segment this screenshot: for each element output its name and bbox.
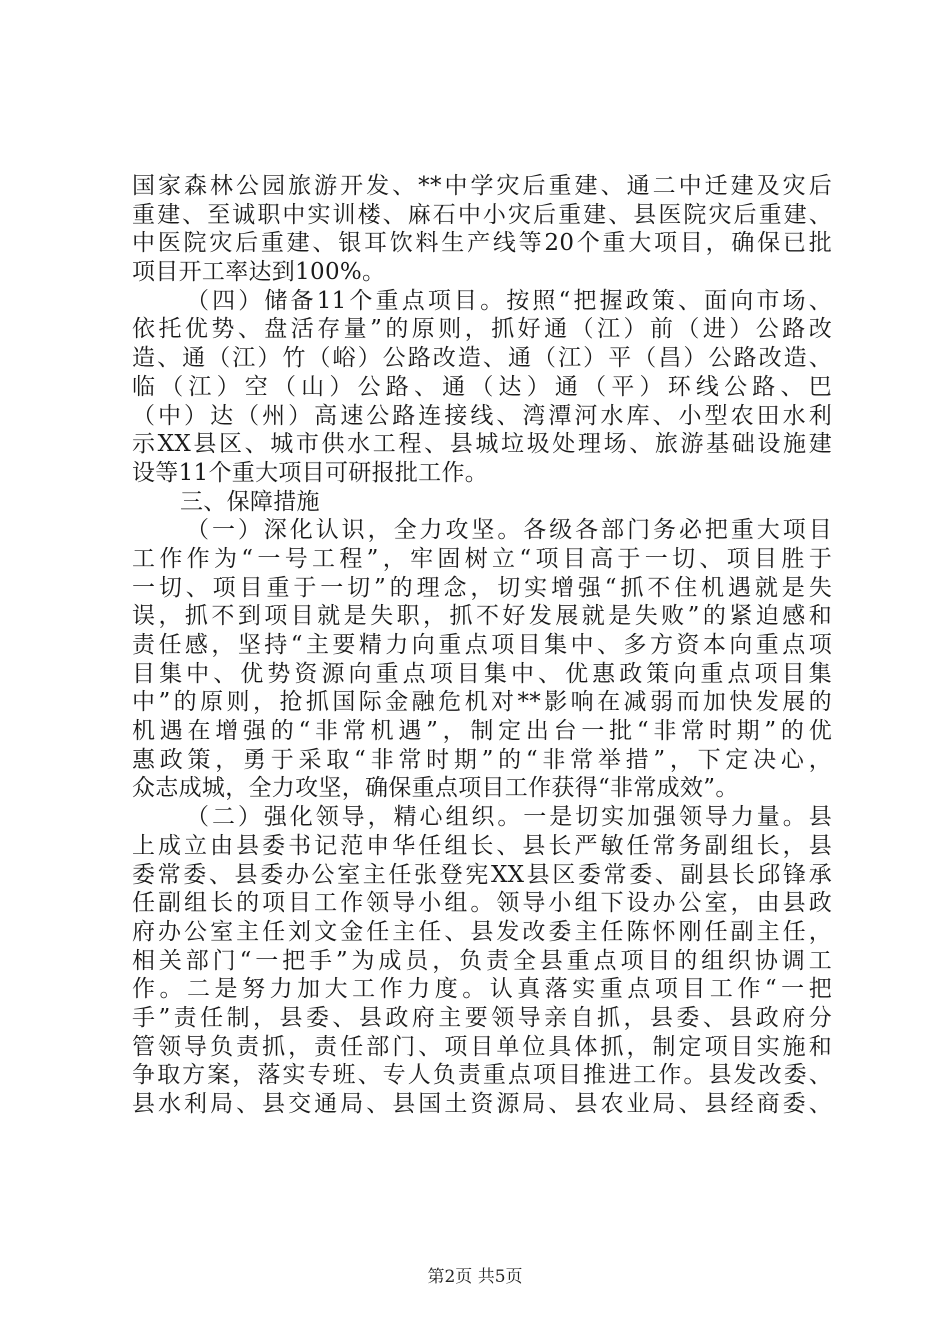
text-line: 误，抓不到项目就是失职，抓不好发展就是失败”的紧迫感和 <box>132 603 832 630</box>
page-number-footer: 第2页 共5页 <box>427 1267 523 1287</box>
text-line: （二）强化领导，精心组织。一是切实加强领导力量。县 <box>186 804 832 831</box>
text-line: 国家森林公园旅游开发、**中学灾后重建、通二中迁建及灾后 <box>132 173 832 199</box>
text-line: （中）达（州）高速公路连接线、湾潭河水库、小型农田水利 <box>132 402 832 429</box>
text-line: （一）深化认识，全力攻坚。各级各部门务必把重大项目 <box>186 517 832 544</box>
text-line: 委常委、县委办公室主任张登宪XX县区委常委、副县长邱锋承 <box>132 861 832 888</box>
text-line: 管领导负责抓，责任部门、项目单位具体抓，制定项目实施和 <box>132 1033 832 1060</box>
text-line: 设等11个重大项目可研报批工作。 <box>132 459 489 486</box>
text-line: 机遇在增强的“非常机遇”，制定出台一批“非常时期”的优 <box>132 718 832 745</box>
text-line: 众志成城，全力攻坚，确保重点项目工作获得“非常成效”。 <box>132 775 739 802</box>
text-line: 责任感，坚持“主要精力向重点项目集中、多方资本向重点项 <box>132 632 832 658</box>
text-line: 作。二是努力加大工作力度。认真落实重点项目工作“一把 <box>132 976 832 1003</box>
text-line: （四）储备11个重点项目。按照“把握政策、面向市场、 <box>186 287 832 314</box>
text-line: 惠政策，勇于采取“非常时期”的“非常举措”，下定决心， <box>132 746 832 773</box>
text-line: 重建、至诚职中实训楼、麻石中小灾后重建、县医院灾后重建、 <box>132 201 832 228</box>
text-line: 争取方案，落实专班、专人负责重点项目推进工作。县发改委、 <box>132 1062 832 1089</box>
section-heading: 三、保障措施 <box>180 488 320 515</box>
text-line: 一切、项目重于一切”的理念，切实增强“抓不住机遇就是失 <box>132 574 832 601</box>
text-line: 中”的原则，抢抓国际金融危机对**影响在减弱而加快发展的 <box>132 689 832 716</box>
text-line: 依托优势、盘活存量”的原则，抓好通（江）前（进）公路改 <box>132 316 832 343</box>
text-line: 工作作为“一号工程”，牢固树立“项目高于一切、项目胜于 <box>132 545 832 572</box>
text-line: 项目开工率达到100%。 <box>132 259 386 286</box>
text-line: 上成立由县委书记范申华任组长、县长严敏任常务副组长，县 <box>132 832 832 859</box>
text-line: 临（江）空（山）公路、通（达）通（平）环线公路、巴 <box>132 373 832 400</box>
text-line: 任副组长的项目工作领导小组。领导小组下设办公室，由县政 <box>132 890 832 917</box>
text-line: 中医院灾后重建、银耳饮料生产线等20个重大项目，确保已批 <box>132 230 832 257</box>
text-line: 手”责任制，县委、县政府主要领导亲自抓，县委、县政府分 <box>132 1004 832 1031</box>
text-line: 造、通（江）竹（峪）公路改造、通（江）平（昌）公路改造、 <box>132 345 832 372</box>
text-line: 示XX县区、城市供水工程、县城垃圾处理场、旅游基础设施建 <box>132 431 832 458</box>
text-line: 相关部门“一把手”为成员，负责全县重点项目的组织协调工 <box>132 947 832 974</box>
document-body <box>132 172 832 1119</box>
text-line: 府办公室主任刘文金任主任、县发改委主任陈怀刚任副主任， <box>132 918 832 945</box>
text-line: 县水利局、县交通局、县国土资源局、县农业局、县经商委、 <box>132 1091 832 1117</box>
text-line: 目集中、优势资源向重点项目集中、优惠政策向重点项目集 <box>132 660 832 687</box>
